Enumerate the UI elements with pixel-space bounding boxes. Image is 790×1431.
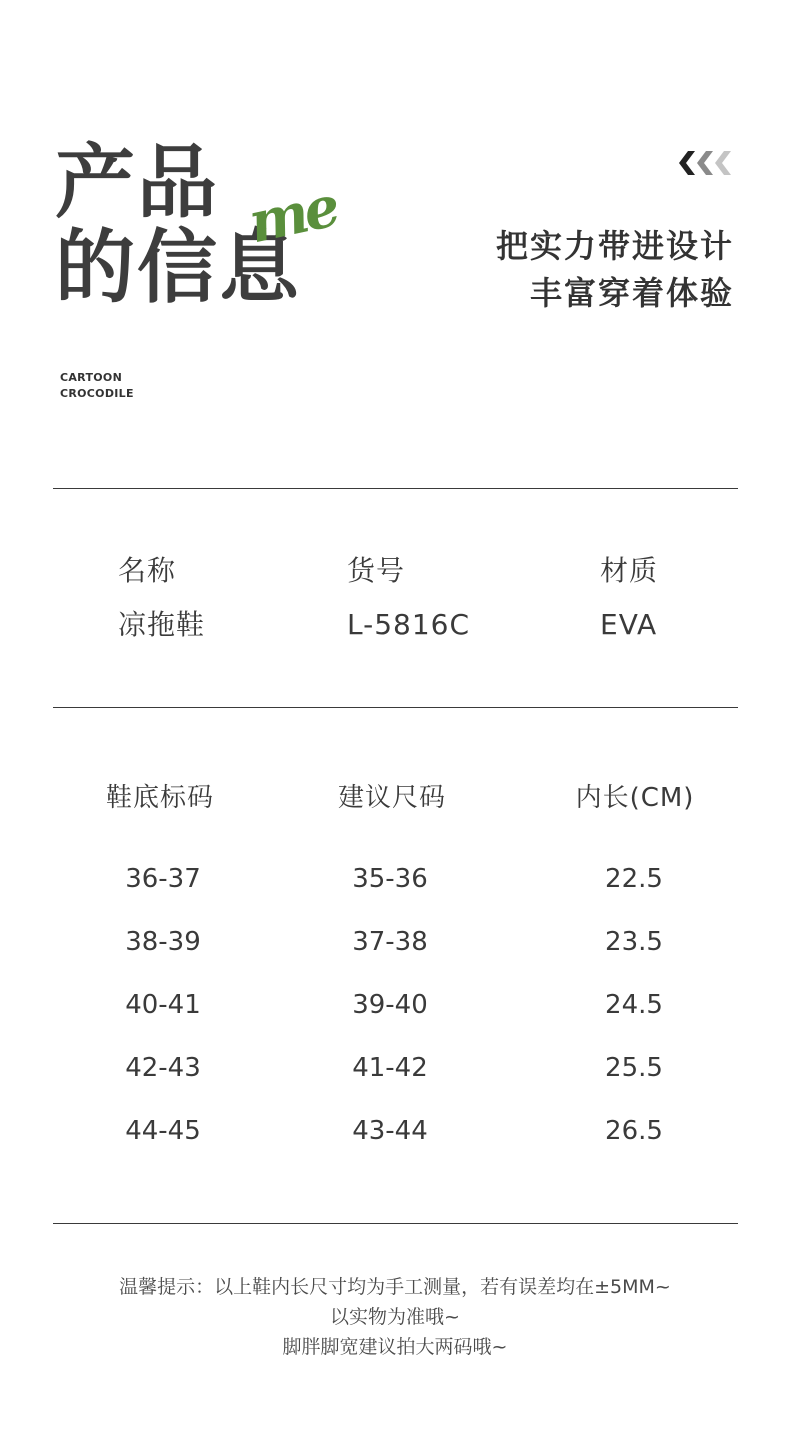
size-cell: 35-36 <box>352 864 428 894</box>
brand-line-1: CARTOON <box>60 371 123 384</box>
size-cell: 44-45 <box>125 1116 201 1146</box>
slogan-line-1: 把实力带进设计 <box>495 227 734 265</box>
info-value-name: 凉拖鞋 <box>118 608 206 641</box>
chevron-left-icon <box>715 151 731 175</box>
size-cell: 25.5 <box>605 1053 663 1083</box>
note-line-3: 脚胖脚宽建议拍大两码哦~ <box>282 1336 508 1358</box>
size-cell: 26.5 <box>605 1116 663 1146</box>
size-cell: 37-38 <box>352 927 428 957</box>
chevron-left-icon <box>679 151 695 175</box>
size-cell: 39-40 <box>352 990 428 1020</box>
note-line-2: 以实物为准哦~ <box>330 1306 460 1328</box>
accent-script-word: me <box>243 173 342 257</box>
brand-label <box>60 370 134 402</box>
divider <box>53 488 738 489</box>
triple-left-chevron-icon <box>676 148 738 178</box>
size-cell: 38-39 <box>125 927 201 957</box>
size-cell: 43-44 <box>352 1116 428 1146</box>
page-title-line-2: 的信息 <box>55 221 301 314</box>
divider <box>53 707 738 708</box>
info-label-material: 材质 <box>600 554 659 587</box>
note-line-1: 温馨提示：以上鞋内长尺寸均为手工测量，若有误差均在±5MM~ <box>119 1276 671 1298</box>
size-cell: 41-42 <box>352 1053 428 1083</box>
info-value-material: EVA <box>600 608 658 641</box>
chevron-left-icon <box>697 151 713 175</box>
slogan-line-2: 丰富穿着体验 <box>529 274 734 312</box>
info-value-sku: L-5816C <box>347 608 471 641</box>
size-header-sole: 鞋底标码 <box>105 783 214 813</box>
info-label-sku: 货号 <box>347 554 406 587</box>
size-cell: 22.5 <box>605 864 663 894</box>
size-header-inner-length: 内长(CM) <box>575 783 695 813</box>
size-cell: 36-37 <box>125 864 201 894</box>
brand-line-2: CROCODILE <box>60 387 134 400</box>
size-cell: 23.5 <box>605 927 663 957</box>
info-label-name: 名称 <box>118 554 177 587</box>
size-cell: 40-41 <box>125 990 201 1020</box>
divider <box>53 1223 738 1224</box>
size-cell: 42-43 <box>125 1053 201 1083</box>
size-header-suggested: 建议尺码 <box>337 783 446 813</box>
page-title-line-1: 产品 <box>55 136 219 229</box>
size-cell: 24.5 <box>605 990 663 1020</box>
